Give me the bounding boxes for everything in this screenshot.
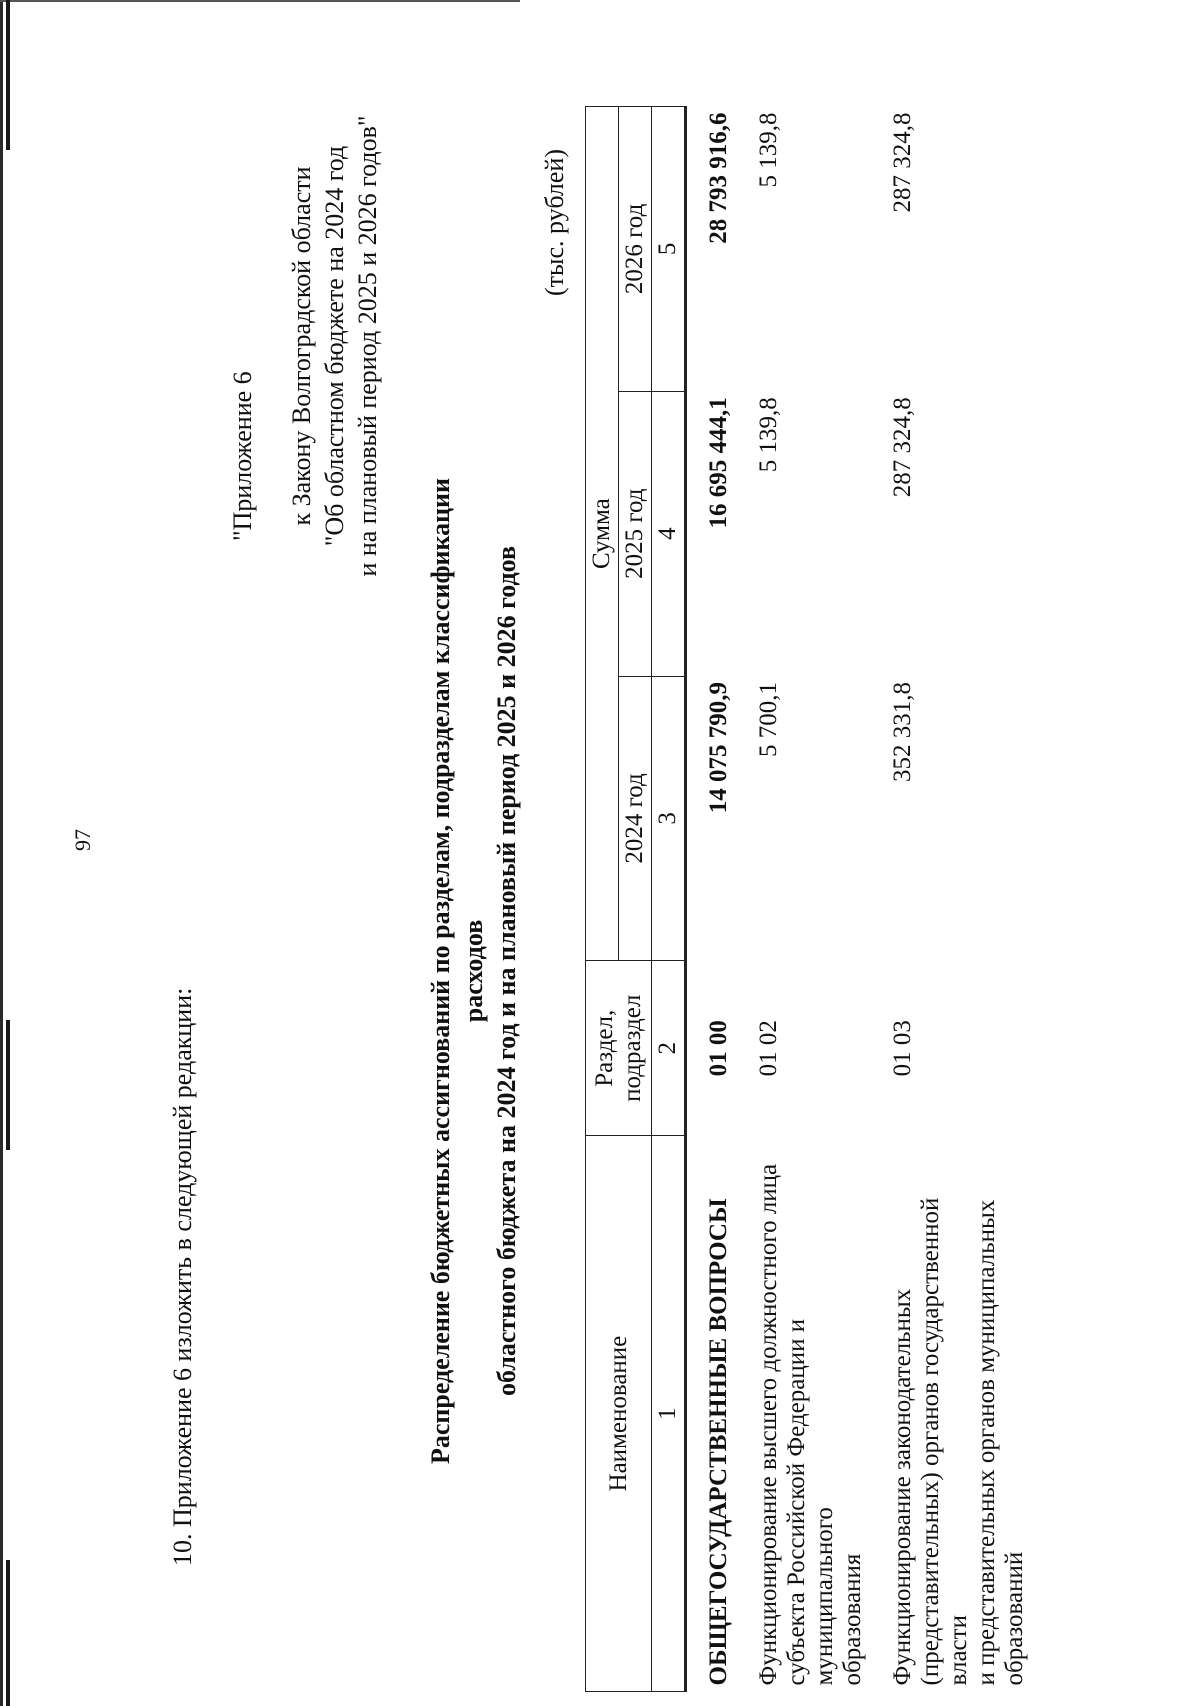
document-title-line: Распределение бюджетных ассигнований по разделам, подразделам классификации расходов [426,477,488,1465]
header-sum: Сумма [586,107,619,961]
col-number: 5 [652,107,686,392]
row-value-2024: 352 331,8 [889,682,916,783]
budget-table [585,106,1029,1692]
row-value-2025: 287 324,8 [889,397,916,498]
units-label: (тыс. рублей) [540,148,569,296]
header-name: Наименование [586,1136,652,1692]
row-value-2025: 16 695 444,1 [705,397,732,529]
header-2026: 2026 год [619,107,652,392]
row-name-line: Функционирование законодательных [889,1288,916,1686]
header-2024: 2024 год [619,676,652,961]
table-row [867,107,1029,1692]
document-title [424,436,523,1506]
row-name-line: Функционирование высшего должностного лица [755,1163,782,1686]
intro-text: 10. Приложение 6 изложить в следующей редакции: [168,987,197,1566]
col-number: 4 [652,391,686,676]
row-value-2024: 5 700,1 [755,682,782,758]
row-value-2024: 14 075 790,9 [705,682,732,814]
table-row [705,107,733,1692]
row-value-2026: 5 139,8 [755,112,782,188]
row-name-line: образований [1001,1551,1028,1686]
row-name-line: (представительных) органов государственной власти [917,1197,972,1686]
law-reference [285,6,384,686]
law-reference-line: "Об областном бюджете на 2024 год [320,145,349,547]
appendix-label: "Приложение 6 [228,371,257,541]
col-number: 1 [652,1136,686,1692]
header-code [586,961,652,1136]
header-code-line: Раздел, [590,1009,618,1087]
document-title-line: областного бюджета на 2024 год и на плановый период 2025 и 2026 годов [492,545,521,1397]
law-reference-line: к Закону Волгоградской области [287,166,316,526]
row-name-line: субъекта Российской Федерации и муниципального [783,1318,838,1686]
law-reference-line: и на плановый период 2025 и 2026 годов" [353,115,382,577]
page-number: 97 [70,829,95,851]
row-value-2025: 5 139,8 [755,397,782,473]
row-name [867,1136,1029,1692]
row-code: 01 00 [705,1020,732,1077]
col-number: 3 [652,676,686,961]
row-name-line: ОБЩЕГОСУДАРСТВЕННЫЕ ВОПРОСЫ [705,1198,732,1686]
table-row [733,107,867,1692]
row-name-line: и представительных органов муниципальных [973,1199,1000,1686]
row-name-line: образования [839,1553,866,1686]
row-value-2026: 28 793 916,6 [705,112,732,244]
col-number: 2 [652,961,686,1136]
row-code: 01 03 [889,1020,916,1077]
row-value-2026: 287 324,8 [889,112,916,213]
row-name [705,1136,733,1692]
row-code: 01 02 [755,1020,782,1077]
header-2025: 2025 год [619,391,652,676]
row-name [733,1136,867,1692]
header-code-line: подраздел [618,994,646,1102]
